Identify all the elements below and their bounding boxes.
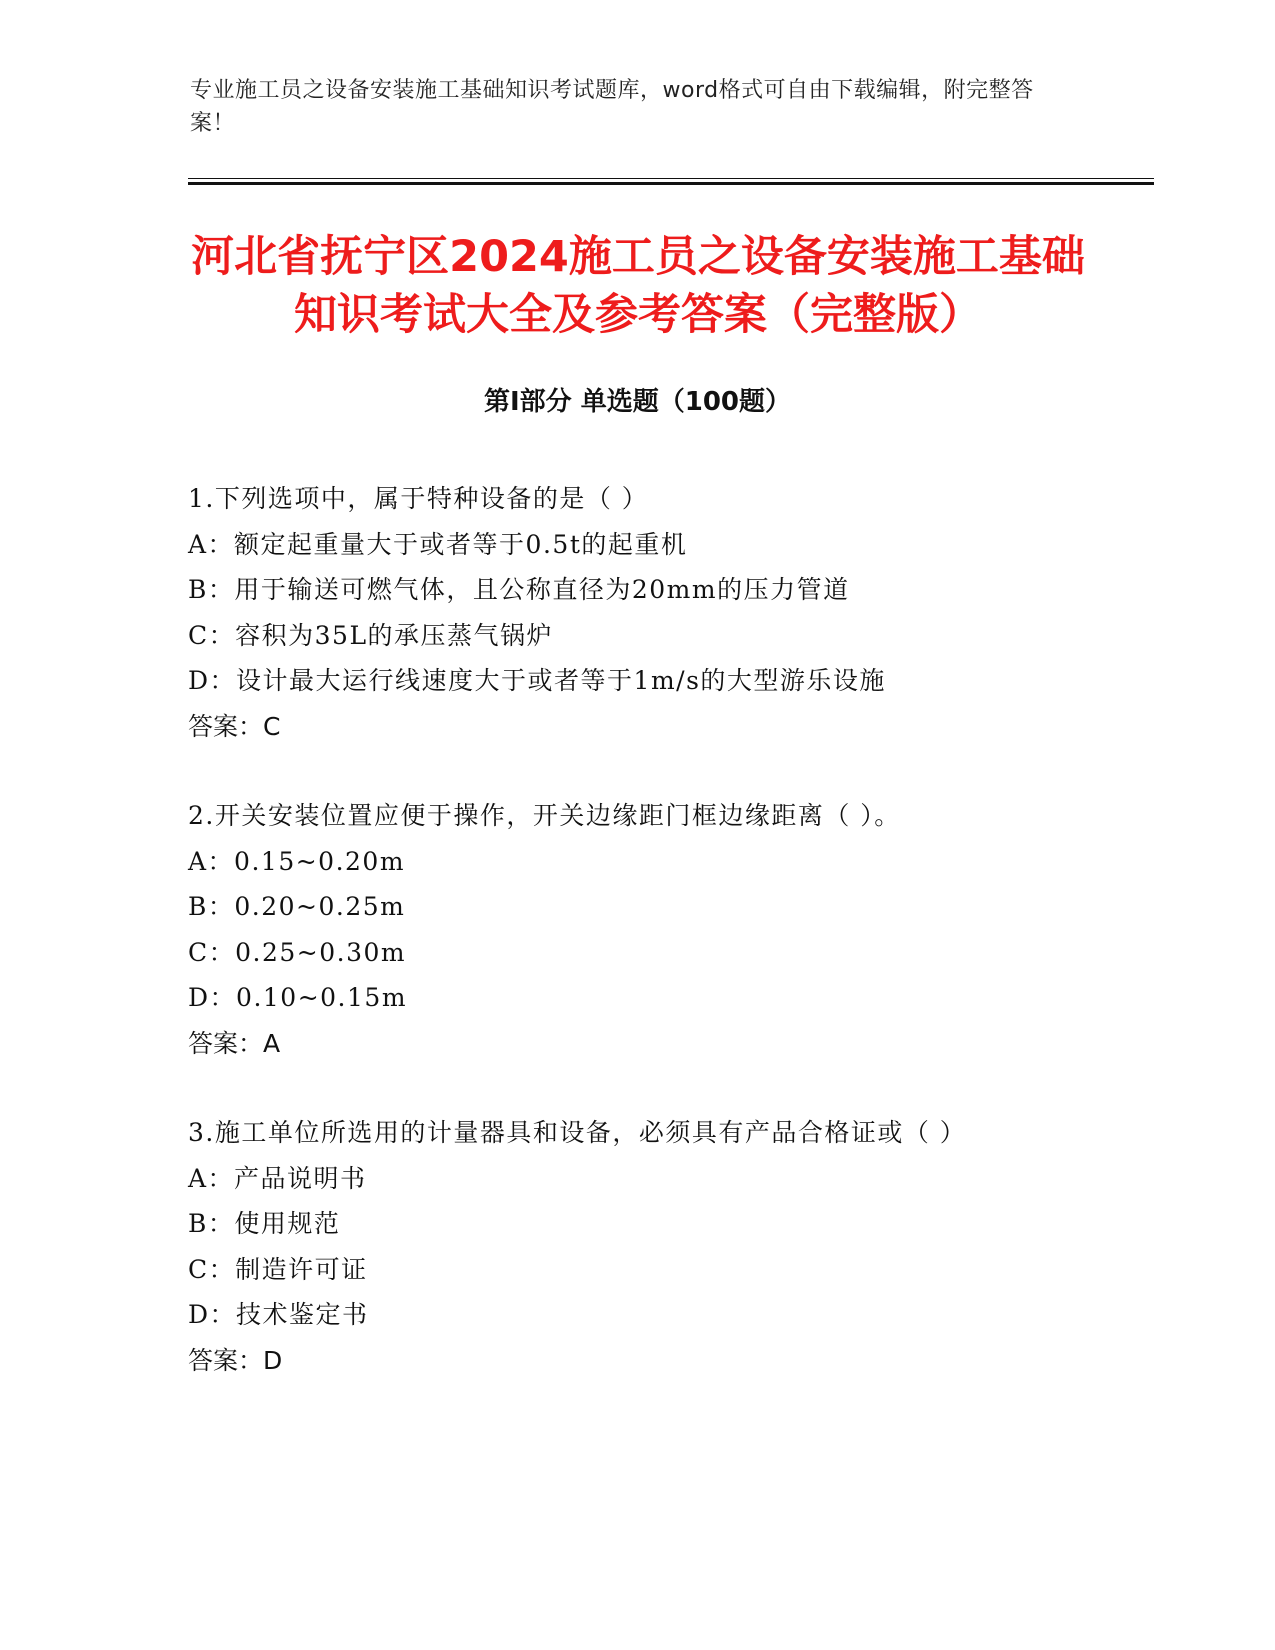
option-c: C：容积为35L的承压蒸气锅炉 — [188, 620, 554, 650]
option-a: A：产品说明书 — [188, 1163, 367, 1193]
document-title: 河北省抚宁区2024施工员之设备安装施工基础知识考试大全及参考答案（完整版） — [191, 232, 1085, 340]
question-3 — [188, 1110, 1148, 1383]
option-c: C：制造许可证 — [188, 1254, 368, 1284]
question-stem: 1.下列选项中，属于特种设备的是（ ） — [188, 484, 649, 513]
header-note: 专业施工员之设备安装施工基础知识考试题库，word格式可自由下载编辑，附完整答案！ — [190, 78, 1034, 136]
option-c: C：0.25~0.30m — [188, 937, 407, 967]
question-stem: 3.施工单位所选用的计量器具和设备，必须具有产品合格证或（ ） — [188, 1118, 967, 1147]
section-heading: 第Ⅰ部分 单选题（100题） — [484, 387, 791, 417]
option-a: A：0.15~0.20m — [188, 846, 406, 876]
option-d: D：技术鉴定书 — [188, 1300, 369, 1329]
option-b: B：用于输送可燃气体，且公称直径为20mm的压力管道 — [188, 575, 850, 604]
header-divider-thick — [188, 182, 1154, 185]
question-stem: 2.开关安装位置应便于操作，开关边缘距门框边缘距离（ ）。 — [188, 801, 901, 830]
option-b: B：0.20~0.25m — [188, 892, 406, 921]
answer: 答案：C — [188, 711, 281, 741]
option-a: A：额定起重量大于或者等于0.5t的起重机 — [188, 529, 688, 559]
question-1 — [188, 476, 1148, 749]
header-divider-thin — [188, 178, 1154, 179]
option-b: B：使用规范 — [188, 1209, 341, 1238]
question-list — [188, 476, 1148, 1427]
option-d: D：设计最大运行线速度大于或者等于1m/s的大型游乐设施 — [188, 666, 886, 695]
answer: 答案：D — [188, 1345, 283, 1375]
option-d: D：0.10~0.15m — [188, 983, 408, 1012]
answer: 答案：A — [188, 1028, 281, 1058]
question-2 — [188, 793, 1148, 1066]
